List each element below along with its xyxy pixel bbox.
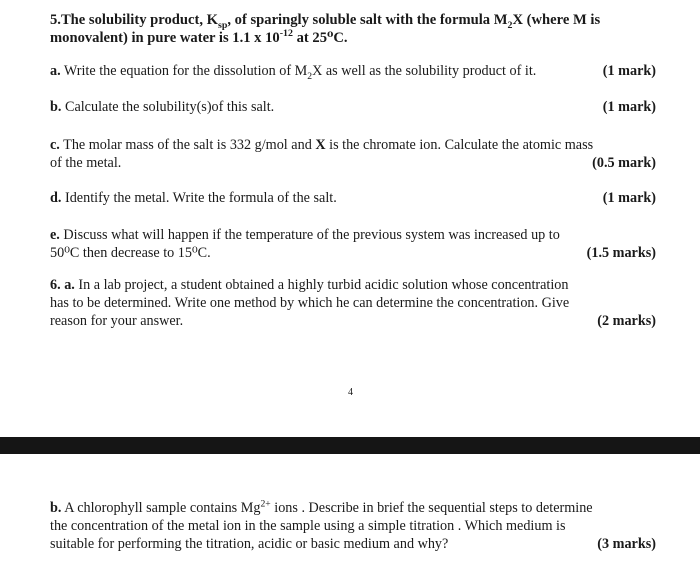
q5a-text-b: X as well as the solubility product of it. bbox=[312, 63, 537, 79]
question-5c bbox=[50, 136, 656, 172]
q5a-label: a. bbox=[50, 63, 61, 79]
question-5b bbox=[50, 98, 656, 116]
q6b-text-1b: ions . Describe in brief the sequential steps to determine bbox=[270, 500, 593, 516]
q6b-line-2: the concentration of the metal ion in the sample using a simple titration . Which medium is bbox=[50, 518, 566, 534]
q5c-mark: (0.5 mark) bbox=[592, 155, 656, 171]
q5d-label: d. bbox=[50, 190, 62, 206]
q5a-text-a: Write the equation for the dissolution of M bbox=[60, 63, 308, 79]
q5c-x: X bbox=[315, 137, 326, 153]
question-6b bbox=[50, 499, 656, 553]
q5c-text-a: The molar mass of the salt is 332 g/mol and bbox=[59, 137, 316, 153]
q5-text-2a: monovalent) in pure water is 1.1 x 10 bbox=[50, 30, 280, 46]
q5e-label: e. bbox=[50, 227, 60, 243]
question-5d bbox=[50, 189, 656, 207]
q5e-line-2: 50⁰C then decrease to 15⁰C. bbox=[50, 245, 211, 261]
q5d-text: Identify the metal. Write the formula of the salt. bbox=[61, 190, 337, 206]
q5c-label: c. bbox=[50, 137, 60, 153]
q5-text-1a: 5.The solubility product, K bbox=[50, 12, 218, 28]
question-6a bbox=[50, 276, 656, 330]
q5-text-1c: X (where M is bbox=[512, 12, 601, 28]
q6b-label: b. bbox=[50, 500, 62, 516]
mg-charge: 2+ bbox=[260, 498, 271, 510]
q6a-line-2: has to be determined. Write one method by which he can determine the concentration. Give bbox=[50, 295, 570, 311]
q5-text-1b: , of sparingly soluble salt with the formula M bbox=[227, 12, 508, 28]
q5e-mark: (1.5 marks) bbox=[586, 245, 656, 261]
q5b-mark: (1 mark) bbox=[602, 99, 656, 115]
q5-text-2b: at 25⁰C. bbox=[292, 30, 348, 46]
question-5a bbox=[50, 62, 656, 80]
q6a-line-1: In a lab project, a student obtained a highly turbid acidic solution whose concentration bbox=[74, 277, 569, 293]
q6a-line-3: reason for your answer. bbox=[50, 313, 184, 329]
q5e-line-1: Discuss what will happen if the temperature of the previous system was increased up to bbox=[59, 227, 560, 243]
q6a-mark: (2 marks) bbox=[597, 313, 656, 329]
q5c-text-b: is the chromate ion. Calculate the atomic mass bbox=[325, 137, 594, 153]
m2x-subscript: 2 bbox=[507, 19, 513, 31]
question-5-heading bbox=[50, 11, 656, 47]
ksp-subscript: sp bbox=[218, 19, 228, 31]
q5b-text: Calculate the solubility(s)of this salt. bbox=[61, 99, 275, 115]
question-5e bbox=[50, 226, 656, 262]
q6b-line-3: suitable for performing the titration, acidic or basic medium and why? bbox=[50, 536, 449, 552]
page-separator bbox=[0, 437, 700, 454]
q5a-mark: (1 mark) bbox=[602, 63, 656, 79]
q5c-line-2: of the metal. bbox=[50, 155, 122, 171]
page-number: 4 bbox=[348, 387, 353, 398]
q5a-subscript: 2 bbox=[307, 70, 313, 82]
q6b-mark: (3 marks) bbox=[597, 536, 656, 552]
q5d-mark: (1 mark) bbox=[602, 190, 656, 206]
q5b-label: b. bbox=[50, 99, 62, 115]
ksp-exponent: -12 bbox=[279, 28, 293, 40]
q6a-label: 6. a. bbox=[50, 277, 75, 293]
q6b-text-1a: A chlorophyll sample contains Mg bbox=[61, 500, 261, 516]
